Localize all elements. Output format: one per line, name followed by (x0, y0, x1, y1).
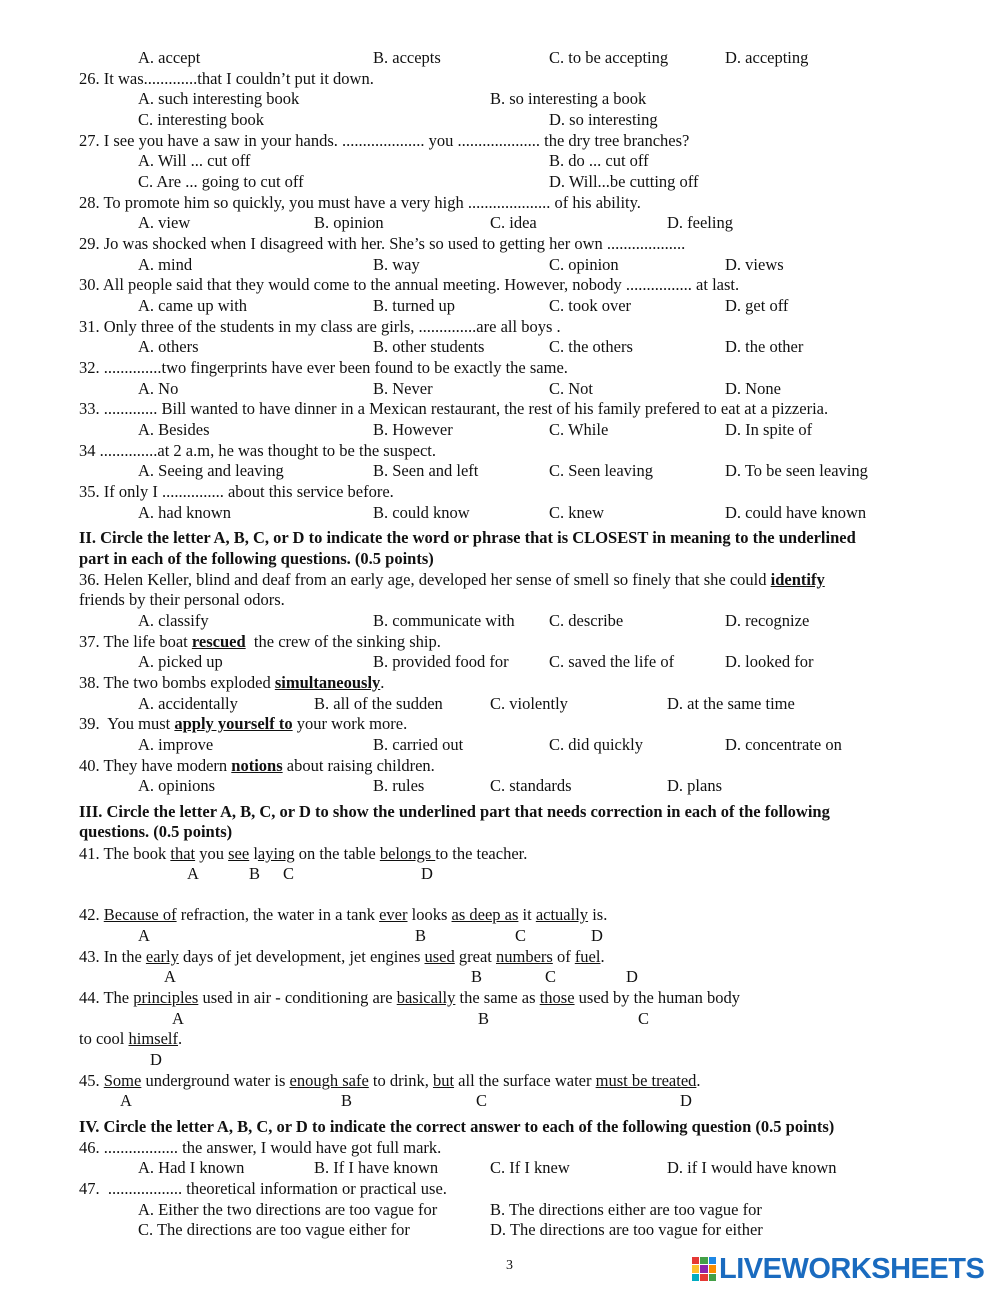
q44-letters: A B C (172, 1009, 650, 1028)
q45-sentence: 45. Some underground water is enough safe to drink, but all the surface water must be treated. (79, 1071, 701, 1090)
q29-options (0, 254, 1000, 275)
q34-stem: 34 ..............at 2 a.m, he was thought to be the suspect. (79, 441, 436, 460)
logo-grid-icon (692, 1257, 716, 1281)
q27-option-c[interactable]: C. Are ... going to cut off (138, 172, 304, 191)
q47-options-row2 (0, 1219, 1000, 1240)
q36-stem: 36. Helen Keller, blind and deaf from an early age, developed her sense of smell so finely that she could identify (79, 570, 825, 589)
q47-stem: 47. .................. theoretical information or practical use. (79, 1179, 447, 1198)
q42-sentence: 42. Because of refraction, the water in a tank ever looks as deep as it actually is. (79, 905, 608, 924)
q43-part-a[interactable]: early (145, 947, 179, 966)
q38-option-c[interactable]: C. violently (490, 694, 568, 713)
q26-stem: 26. It was.............that I couldn’t put it down. (79, 69, 374, 88)
q33-option-c[interactable]: C. While (549, 420, 609, 439)
q32-option-d[interactable]: D. None (725, 379, 781, 398)
q29-option-b[interactable]: B. way (373, 255, 420, 274)
q35-stem: 35. If only I ............... about this service before. (79, 482, 394, 501)
q30-option-c[interactable]: C. took over (549, 296, 632, 315)
q42-part-a[interactable]: Because of (103, 905, 177, 924)
q39-option-c[interactable]: C. did quickly (549, 735, 643, 754)
q39-option-b[interactable]: B. carried out (373, 735, 464, 754)
q38-option-d[interactable]: D. at the same time (667, 694, 795, 713)
q28-option-d[interactable]: D. feeling (667, 213, 733, 232)
q33-option-b[interactable]: B. However (373, 420, 453, 439)
q36-option-c[interactable]: C. describe (549, 611, 624, 630)
q45-part-d[interactable]: must be treated (595, 1071, 697, 1090)
q31-option-d[interactable]: D. the other (725, 337, 804, 356)
q28-stem: 28. To promote him so quickly, you must have a very high .................... of his ability. (79, 193, 641, 212)
q28-options (0, 212, 1000, 233)
q27-option-d[interactable]: D. Will...be cutting off (549, 172, 699, 191)
q32-option-c[interactable]: C. Not (549, 379, 594, 398)
q43-letters: A B C D (164, 967, 638, 986)
q33-options (0, 419, 1000, 440)
q25-option-a[interactable]: A. accept (138, 48, 201, 67)
section-2-heading: II. Circle the letter A, B, C, or D to indicate the word or phrase that is CLOSEST in meaning to the underlined (79, 528, 856, 547)
q45-part-a[interactable]: Some (103, 1071, 142, 1090)
section-3-heading-line2: questions. (0.5 points) (79, 822, 233, 841)
q27-options-row1 (0, 150, 1000, 171)
q34-option-c[interactable]: C. Seen leaving (549, 461, 654, 480)
q43-part-d[interactable]: fuel (574, 947, 601, 966)
q25-option-d[interactable]: D. accepting (725, 48, 809, 67)
q31-stem: 31. Only three of the students in my class are girls, ..............are all boys . (79, 317, 561, 336)
q46-option-c[interactable]: C. If I knew (490, 1158, 570, 1177)
logo-text: LIVEWORKSHEETS (719, 1252, 985, 1285)
q26-options-row1 (0, 88, 1000, 109)
q34-option-d[interactable]: D. To be seen leaving (725, 461, 868, 480)
q46-stem: 46. .................. the answer, I would have got full mark. (79, 1138, 442, 1157)
q37-option-d[interactable]: D. looked for (725, 652, 814, 671)
q32-option-a[interactable]: A. No (138, 379, 179, 398)
q44-part-a[interactable]: principles (133, 988, 199, 1007)
q35-option-a[interactable]: A. had known (138, 503, 232, 522)
q40-option-c[interactable]: C. standards (490, 776, 572, 795)
q41-part-d[interactable]: belongs (379, 844, 436, 863)
q42-part-c[interactable]: as deep as (451, 905, 519, 924)
q26-option-a[interactable]: A. such interesting book (138, 89, 300, 108)
q39-underlined: apply yourself to (174, 714, 293, 733)
q27-options-row2 (0, 171, 1000, 192)
q42-part-b[interactable]: ever (379, 905, 408, 924)
q43-part-c[interactable]: numbers (495, 947, 553, 966)
q35-options (0, 502, 1000, 523)
q41-part-a[interactable]: that (170, 844, 196, 863)
q37-option-c[interactable]: C. saved the life of (549, 652, 675, 671)
q26-option-d[interactable]: D. so interesting (549, 110, 658, 129)
q34-options (0, 460, 1000, 481)
q43-part-b[interactable]: used (424, 947, 455, 966)
q28-option-b[interactable]: B. opinion (314, 213, 384, 232)
q25-option-b[interactable]: B. accepts (373, 48, 441, 67)
q36-option-a[interactable]: A. classify (138, 611, 209, 630)
q41-sentence: 41. The book that you see laying on the table belongs to the teacher. (79, 844, 528, 863)
q37-options (0, 651, 1000, 672)
q30-option-b[interactable]: B. turned up (373, 296, 456, 315)
q40-option-d[interactable]: D. plans (667, 776, 722, 795)
q47-option-a[interactable]: A. Either the two directions are too vague for (138, 1200, 438, 1219)
q45-part-c[interactable]: but (432, 1071, 455, 1090)
q28-option-c[interactable]: C. idea (490, 213, 537, 232)
q40-option-b[interactable]: B. rules (373, 776, 425, 795)
q39-stem: 39. You must apply yourself to your work more. (79, 714, 408, 733)
q30-stem: 30. All people said that they would come to the annual meeting. However, nobody ................ at last. (79, 275, 740, 294)
q38-option-a[interactable]: A. accidentally (138, 694, 238, 713)
q25-option-c[interactable]: C. to be accepting (549, 48, 669, 67)
q27-option-a[interactable]: A. Will ... cut off (138, 151, 251, 170)
q30-option-a[interactable]: A. came up with (138, 296, 248, 315)
q35-option-d[interactable]: D. could have known (725, 503, 867, 522)
q40-underlined: notions (231, 756, 283, 775)
q37-stem: 37. The life boat rescued the crew of the sinking ship. (79, 632, 441, 651)
q40-stem: 40. They have modern notions about raising children. (79, 756, 435, 775)
section-2-heading-line2: part in each of the following questions. (0.5 points) (79, 549, 434, 568)
q31-option-c[interactable]: C. the others (549, 337, 633, 356)
q35-option-b[interactable]: B. could know (373, 503, 470, 522)
section-4-heading: IV. Circle the letter A, B, C, or D to indicate the correct answer to each of the following question (0.5 points) (79, 1117, 835, 1136)
q38-option-b[interactable]: B. all of the sudden (314, 694, 443, 713)
q29-option-d[interactable]: D. views (725, 255, 784, 274)
q27-option-b[interactable]: B. do ... cut off (549, 151, 649, 170)
q36-option-b[interactable]: B. communicate with (373, 611, 515, 630)
q46-option-d[interactable]: D. if I would have known (667, 1158, 837, 1177)
q44-sentence: 44. The principles used in air - conditioning are basically the same as those used by the human body (79, 988, 740, 1007)
q47-option-c[interactable]: C. The directions are too vague either for (138, 1220, 410, 1239)
page-number: 3 (506, 1258, 513, 1273)
q42-part-d[interactable]: actually (535, 905, 589, 924)
q31-options (0, 336, 1000, 357)
q36-stem-line2: friends by their personal odors. (79, 590, 285, 609)
q44-letter-d: D (150, 1050, 162, 1069)
q33-option-d[interactable]: D. In spite of (725, 420, 813, 439)
q26-option-b[interactable]: B. so interesting a book (490, 89, 647, 108)
q45-part-b[interactable]: enough safe (289, 1071, 369, 1090)
q38-underlined: simultaneously (274, 673, 381, 692)
q33-stem: 33. ............. Bill wanted to have dinner in a Mexican restaurant, the rest of his family prefered to eat at a pizzeria. (79, 399, 829, 418)
q25-options (0, 47, 1000, 68)
q34-option-a[interactable]: A. Seeing and leaving (138, 461, 284, 480)
q26-options-row2 (0, 109, 1000, 130)
q38-stem: 38. The two bombs exploded simultaneously. (79, 673, 385, 692)
q26-option-c[interactable]: C. interesting book (138, 110, 265, 129)
q44-part-b[interactable]: basically (396, 988, 456, 1007)
liveworksheets-logo (692, 1254, 984, 1284)
q47-options-row1 (0, 1199, 1000, 1220)
q44-sentence-line2: to cool himself. (79, 1029, 183, 1048)
q37-option-b[interactable]: B. provided food for (373, 652, 509, 671)
q30-option-d[interactable]: D. get off (725, 296, 789, 315)
q44-part-c[interactable]: those (539, 988, 575, 1007)
q34-option-b[interactable]: B. Seen and left (373, 461, 479, 480)
q47-option-d[interactable]: D. The directions are too vague for either (490, 1220, 763, 1239)
q32-options (0, 378, 1000, 399)
q27-stem: 27. I see you have a saw in your hands. .................... you .................... the dry tree branches? (79, 131, 690, 150)
q39-option-a[interactable]: A. improve (138, 735, 214, 754)
q30-options (0, 295, 1000, 316)
q29-option-c[interactable]: C. opinion (549, 255, 619, 274)
q37-underlined: rescued (191, 632, 246, 651)
q36-option-d[interactable]: D. recognize (725, 611, 810, 630)
q31-option-b[interactable]: B. other students (373, 337, 485, 356)
q32-option-b[interactable]: B. Never (373, 379, 433, 398)
q46-option-b[interactable]: B. If I have known (314, 1158, 439, 1177)
q42-letters: A B C D (138, 926, 603, 945)
q38-options (0, 693, 1000, 714)
q40-option-a[interactable]: A. opinions (138, 776, 216, 795)
q46-options (0, 1157, 1000, 1178)
q43-sentence: 43. In the early days of jet development, jet engines used great numbers of fuel. (79, 947, 605, 966)
q46-option-a[interactable]: A. Had I known (138, 1158, 245, 1177)
q32-stem: 32. ..............two fingerprints have ever been found to be exactly the same. (79, 358, 568, 377)
q39-option-d[interactable]: D. concentrate on (725, 735, 842, 754)
q35-option-c[interactable]: C. knew (549, 503, 604, 522)
q39-options (0, 734, 1000, 755)
q31-option-a[interactable]: A. others (138, 337, 199, 356)
q36-underlined: identify (770, 570, 825, 589)
q45-letters: A B C D (120, 1091, 692, 1110)
q40-options (0, 775, 1000, 796)
q47-option-b[interactable]: B. The directions either are too vague for (490, 1200, 762, 1219)
q41-letters: A B C D (187, 864, 433, 883)
q28-option-a[interactable]: A. view (138, 213, 191, 232)
q36-options (0, 610, 1000, 631)
q41-part-b[interactable]: see (228, 844, 250, 863)
q29-option-a[interactable]: A. mind (138, 255, 193, 274)
q41-part-c[interactable]: aying (257, 844, 295, 863)
q33-option-a[interactable]: A. Besides (138, 420, 210, 439)
section-3-heading: III. Circle the letter A, B, C, or D to show the underlined part that needs correction in each of the following (79, 802, 830, 821)
q29-stem: 29. Jo was shocked when I disagreed with her. She’s so used to getting her own ................... (79, 234, 686, 253)
q44-part-d[interactable]: himself (128, 1029, 178, 1048)
q37-option-a[interactable]: A. picked up (138, 652, 223, 671)
